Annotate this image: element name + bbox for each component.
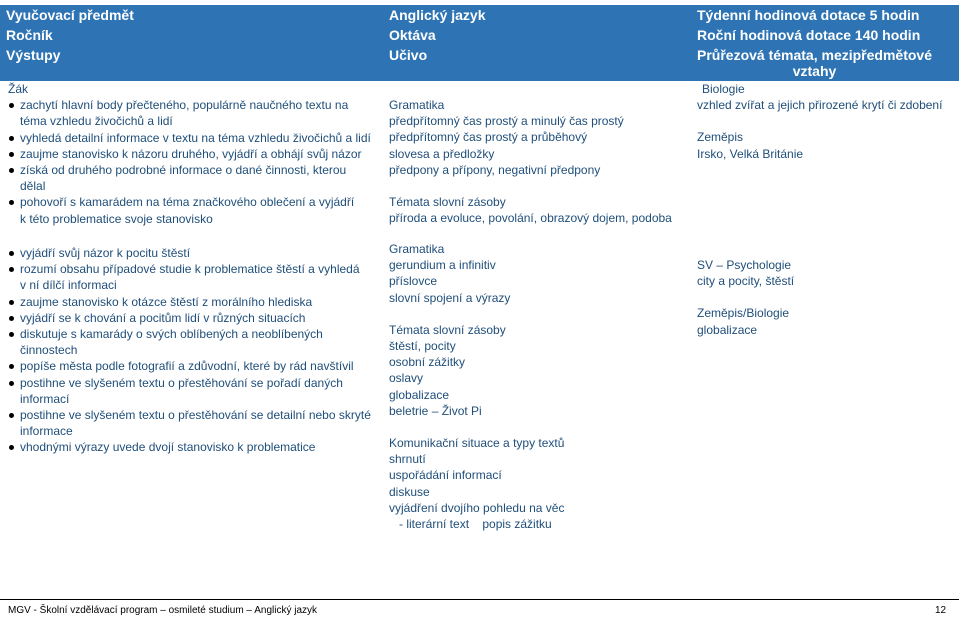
block2-themes xyxy=(697,257,957,338)
output-line: zaujme stanovisko k názoru druhého, vyjádří a obhájí svůj názor xyxy=(20,146,362,161)
grammar-item: slovní spojení a výrazy xyxy=(389,290,511,305)
themes-label-line1: Průřezová témata, mezipředmětové xyxy=(697,47,932,63)
vocab-item: oslavy xyxy=(389,371,424,386)
output-line: rozumí obsahu případové studie k problematice štěstí a vyhledá xyxy=(20,262,360,277)
vocab-label: Témata slovní zásoby xyxy=(389,195,506,210)
output-line: postihne ve slyšeném textu o přestěhování se pořadí daných xyxy=(20,375,343,390)
output-line: v ní dílčí informaci xyxy=(20,278,117,293)
communication-label: Komunikační situace a typy textů xyxy=(389,436,565,451)
header-row-year xyxy=(0,25,959,45)
grammar-label: Gramatika xyxy=(389,98,445,112)
output-item xyxy=(8,261,378,293)
year-value: Oktáva xyxy=(389,27,436,43)
output-item xyxy=(8,162,378,194)
page-number: 12 xyxy=(935,605,947,616)
grammar-item: gerundium a infinitiv xyxy=(389,258,496,273)
communication-item: shrnutí xyxy=(389,452,426,467)
block1-themes xyxy=(697,81,957,162)
annual-hours: Roční hodinová dotace 140 hodin xyxy=(697,27,921,43)
biology-label: Biologie xyxy=(702,82,745,96)
geography-biology-text: globalizace xyxy=(697,322,758,337)
output-line: zaujme stanovisko k otázce štěstí z morálního hlediska xyxy=(20,294,313,309)
header-row-subject xyxy=(0,5,959,25)
subject-value: Anglický jazyk xyxy=(389,7,486,23)
vocab-item: osobní zážitky xyxy=(389,355,466,370)
grammar-label: Gramatika xyxy=(389,242,445,256)
output-line: získá od druhého podrobné informace o dané činnosti, kterou xyxy=(20,163,347,178)
vocab-item: globalizace xyxy=(389,387,450,402)
student-label: Žák xyxy=(8,82,29,96)
output-line: k této problematice svoje stanovisko xyxy=(20,211,213,226)
psychology-label: SV – Psychologie xyxy=(697,258,792,272)
footer-text: MGV - Školní vzdělávací program – osmileté studium – Anglický jazyk xyxy=(8,605,318,616)
output-item xyxy=(8,407,378,439)
vocab-item: beletrie – Život Pi xyxy=(389,403,482,418)
block1-curriculum xyxy=(389,97,689,226)
output-item xyxy=(8,130,378,146)
grammar-item: předpony a přípony, negativní předpony xyxy=(389,162,601,177)
page-footer xyxy=(0,599,959,616)
year-label: Ročník xyxy=(6,27,53,43)
output-line: vhodnými výrazy uvede dvojí stanovisko k problematice xyxy=(20,440,316,455)
block2-curriculum xyxy=(389,241,689,532)
outputs-label: Výstupy xyxy=(6,47,61,63)
output-line: popíše města podle fotografií a zdůvodní, které by rád navštívil xyxy=(20,359,354,374)
subject-label: Vyučovací předmět xyxy=(6,7,134,23)
block2-outputs xyxy=(8,245,378,456)
output-line: činnostech xyxy=(20,343,78,358)
output-item xyxy=(8,326,378,358)
communication-item: diskuse xyxy=(389,484,430,499)
biology-text: vzhled zvířat a jejich přirozené krytí či zdobení xyxy=(697,98,943,113)
output-line: vyjádří se k chování a pocitům lidí v různých situacích xyxy=(20,310,306,325)
geography-label: Zeměpis xyxy=(697,130,744,145)
output-item xyxy=(8,97,378,129)
output-item xyxy=(8,439,378,455)
output-item xyxy=(8,146,378,162)
output-item xyxy=(8,194,378,226)
communication-item: uspořádání informací xyxy=(389,468,502,483)
grammar-item: předpřítomný čas prostý a průběhový xyxy=(389,130,588,145)
output-item xyxy=(8,245,378,261)
communication-item: - literární text popis zážitku xyxy=(389,517,552,532)
weekly-hours: Týdenní hodinová dotace 5 hodin xyxy=(697,7,920,23)
grammar-item: slovesa a předložky xyxy=(389,146,495,161)
curriculum-label: Učivo xyxy=(389,47,428,63)
output-item xyxy=(8,358,378,374)
block1-outputs xyxy=(8,81,378,227)
themes-label xyxy=(697,47,932,79)
output-line: informací xyxy=(20,391,70,406)
geography-text: Irsko, Velká Británie xyxy=(697,146,804,161)
header-row-columns xyxy=(0,45,959,81)
grammar-item: předpřítomný čas prostý a minulý čas prostý xyxy=(389,114,624,129)
output-item xyxy=(8,375,378,407)
vocab-item: štěstí, pocity xyxy=(389,339,456,354)
output-line: vyjádří svůj názor k pocitu štěstí xyxy=(20,246,191,260)
output-item xyxy=(8,294,378,310)
grammar-item: příslovce xyxy=(389,274,438,289)
output-line: diskutuje s kamarády o svých oblíbených a neoblíbených xyxy=(20,327,323,342)
vocab-label: Témata slovní zásoby xyxy=(389,322,506,337)
output-line: dělal xyxy=(20,179,46,194)
communication-item: vyjádření dvojího pohledu na věc xyxy=(389,500,565,515)
psychology-text: city a pocity, štěstí xyxy=(697,274,795,289)
vocab-item: příroda a evoluce, povolání, obrazový dojem, podoba xyxy=(389,211,672,226)
output-line: informace xyxy=(20,424,73,439)
output-line: téma vzhledu živočichů a lidí xyxy=(20,114,173,129)
output-item xyxy=(8,310,378,326)
output-line: zachytí hlavní body přečteného, populárně naučného textu na xyxy=(20,98,349,113)
geography-biology-label: Zeměpis/Biologie xyxy=(697,306,790,321)
themes-label-line2: vztahy xyxy=(792,63,837,79)
output-line: vyhledá detailní informace v textu na téma vzhledu živočichů a lidí xyxy=(20,130,371,145)
output-line: postihne ve slyšeném textu o přestěhování se detailní nebo skryté xyxy=(20,408,371,423)
output-line: pohovoří s kamarádem na téma značkového oblečení a vyjádří xyxy=(20,195,355,210)
